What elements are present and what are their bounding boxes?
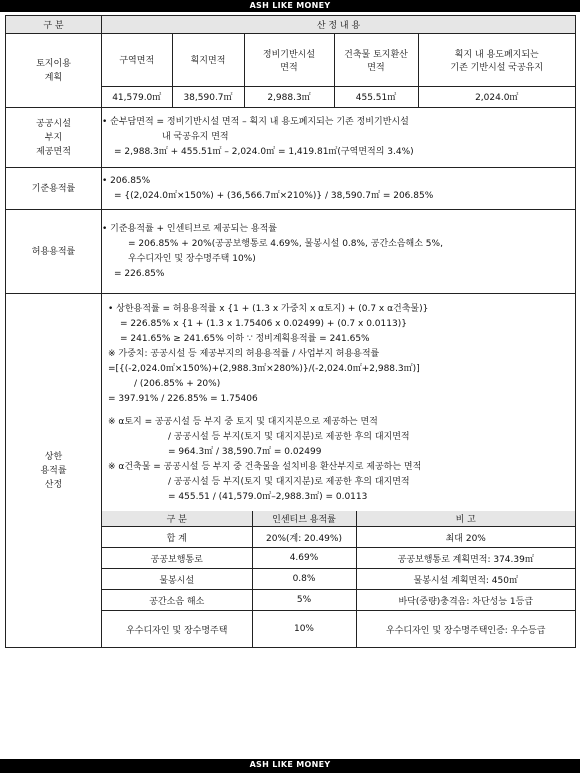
col-infra-area: 정비기반시설 면적 <box>244 34 334 86</box>
text-line: = 455.51 / (41,579.0㎡–2,988.3㎡) = 0.0113 <box>168 492 368 502</box>
incentive-header-category: 구 분 <box>102 511 252 527</box>
text-line: ※ 가중치: 공공시설 등 제공부지의 허용용적률 / 사업부지 허용용적률 <box>108 349 380 359</box>
text-line: ※ α건축물 = 공공시설 등 부지 중 건축물을 설치비용 환산부지로 제공하는 면적 <box>108 462 422 472</box>
val-lot-area: 38,590.7㎡ <box>172 86 244 107</box>
incentive-cell: 합 계 <box>102 527 252 548</box>
text-line: = 397.91% / 226.85% = 1.75406 <box>108 394 258 404</box>
text-line: / (206.85% + 20%) <box>134 379 221 389</box>
text-line: • 순부담면적 = 정비기반시설 면적 – 획지 내 용도폐지되는 기존 정비기반시설 <box>102 117 409 127</box>
text-line: = {(2,024.0㎡×150%) + (36,566.7㎡×210%)} / 38,590.7㎡ = 206.85% <box>114 190 434 201</box>
text-line: • 상한용적률 = 허용용적률 x {1 + (1.3 x 가중치 x α토지) + (0.7 x α건축물)} <box>108 304 429 314</box>
calculation-table <box>5 15 576 648</box>
col-state-land: 획지 내 용도폐지되는 기존 기반시설 국공유지 <box>418 34 575 86</box>
public-land-label: 공공시설 부지 제공면적 <box>6 108 102 168</box>
incentive-table <box>102 511 575 647</box>
incentive-cell: 바닥(중량)충격음: 차단성능 1등급 <box>356 590 575 611</box>
text-line: / 공공시설 등 부지(토지 및 대지지분)로 제공한 후의 대지면적 <box>168 432 410 442</box>
text-line: • 기준용적률 + 인센티브로 제공되는 용적률 <box>102 223 277 234</box>
text-line: = 241.65% ≥ 241.65% 이하 ∵ 정비계획용적률 = 241.65% <box>120 334 370 344</box>
land-use-cell <box>102 34 576 108</box>
text-line: = 206.85% + 20%(공공보행통로 4.69%, 물봉시설 0.8%, 공간소음해소 5%, <box>128 238 443 249</box>
val-infra-area: 2,988.3㎡ <box>244 86 334 107</box>
text-line: = 226.85% <box>114 268 165 279</box>
text-line: = 226.85% x {1 + (1.3 x 1.75406 x 0.02499) + (0.7 x 0.0113)} <box>120 319 407 329</box>
incentive-cell: 물봉시설 <box>102 569 252 590</box>
upper-far-label: 상한 용적률 산정 <box>6 294 102 648</box>
incentive-cell: 최대 20% <box>356 527 575 548</box>
text-line: =[{(-2,024.0㎡×150%)+(2,988.3㎡×280%)}/(-2,024.0㎡+2,988.3㎡)] <box>108 364 420 374</box>
text-line: 우수디자인 및 장수명주택 10%) <box>128 253 256 264</box>
text-line: ※ α토지 = 공공시설 등 부지 중 토지 및 대지지분으로 제공하는 면적 <box>108 417 378 427</box>
allowed-far-label: 허용용적률 <box>6 210 102 294</box>
incentive-cell: 5% <box>252 590 356 611</box>
land-use-label: 토지이용 계획 <box>6 34 102 108</box>
header-category: 구 분 <box>6 16 102 34</box>
incentive-cell: 우수디자인 및 장수명주택 <box>102 611 252 648</box>
text-line: 내 국공유지 면적 <box>162 132 229 142</box>
watermark-top: ASH LIKE MONEY <box>0 0 580 12</box>
val-building-area: 455.51㎡ <box>334 86 418 107</box>
incentive-cell: 0.8% <box>252 569 356 590</box>
incentive-header-far: 인센티브 용적률 <box>252 511 356 527</box>
text-line: • 206.85% <box>102 175 151 186</box>
incentive-cell: 물봉시설 계획면적: 450㎡ <box>356 569 575 590</box>
incentive-cell: 공공보행통로 <box>102 548 252 569</box>
val-zone-area: 41,579.0㎡ <box>102 86 172 107</box>
text-line: = 2,988.3㎡ + 455.51㎡ – 2,024.0㎡ = 1,419.81㎡(구역면적의 3.4%) <box>114 147 414 157</box>
incentive-cell: 10% <box>252 611 356 648</box>
incentive-cell: 공공보행통로 계획면적: 374.39㎡ <box>356 548 575 569</box>
document-page <box>0 12 580 759</box>
col-building-area: 건축물 토지환산 면적 <box>334 34 418 86</box>
text-line: = 964.3㎡ / 38,590.7㎡ = 0.02499 <box>168 447 322 457</box>
col-lot-area: 획지면적 <box>172 34 244 86</box>
col-zone-area: 구역면적 <box>102 34 172 86</box>
public-land-content <box>102 108 576 168</box>
val-state-land: 2,024.0㎡ <box>418 86 575 107</box>
base-far-label: 기준용적률 <box>6 168 102 210</box>
incentive-cell: 4.69% <box>252 548 356 569</box>
header-content: 산 정 내 용 <box>102 16 576 34</box>
land-use-subtable <box>102 34 575 107</box>
incentive-cell: 20%(계: 20.49%) <box>252 527 356 548</box>
watermark-bottom: ASH LIKE MONEY <box>0 759 580 771</box>
base-far-content <box>102 168 576 210</box>
upper-far-content <box>102 294 576 648</box>
incentive-header-note: 비 고 <box>356 511 575 527</box>
allowed-far-content <box>102 210 576 294</box>
text-line: / 공공시설 등 부지(토지 및 대지지분)로 제공한 후의 대지면적 <box>168 477 410 487</box>
incentive-cell: 우수디자인 및 장수명주택인증: 우수등급 <box>356 611 575 648</box>
incentive-cell: 공간소음 해소 <box>102 590 252 611</box>
